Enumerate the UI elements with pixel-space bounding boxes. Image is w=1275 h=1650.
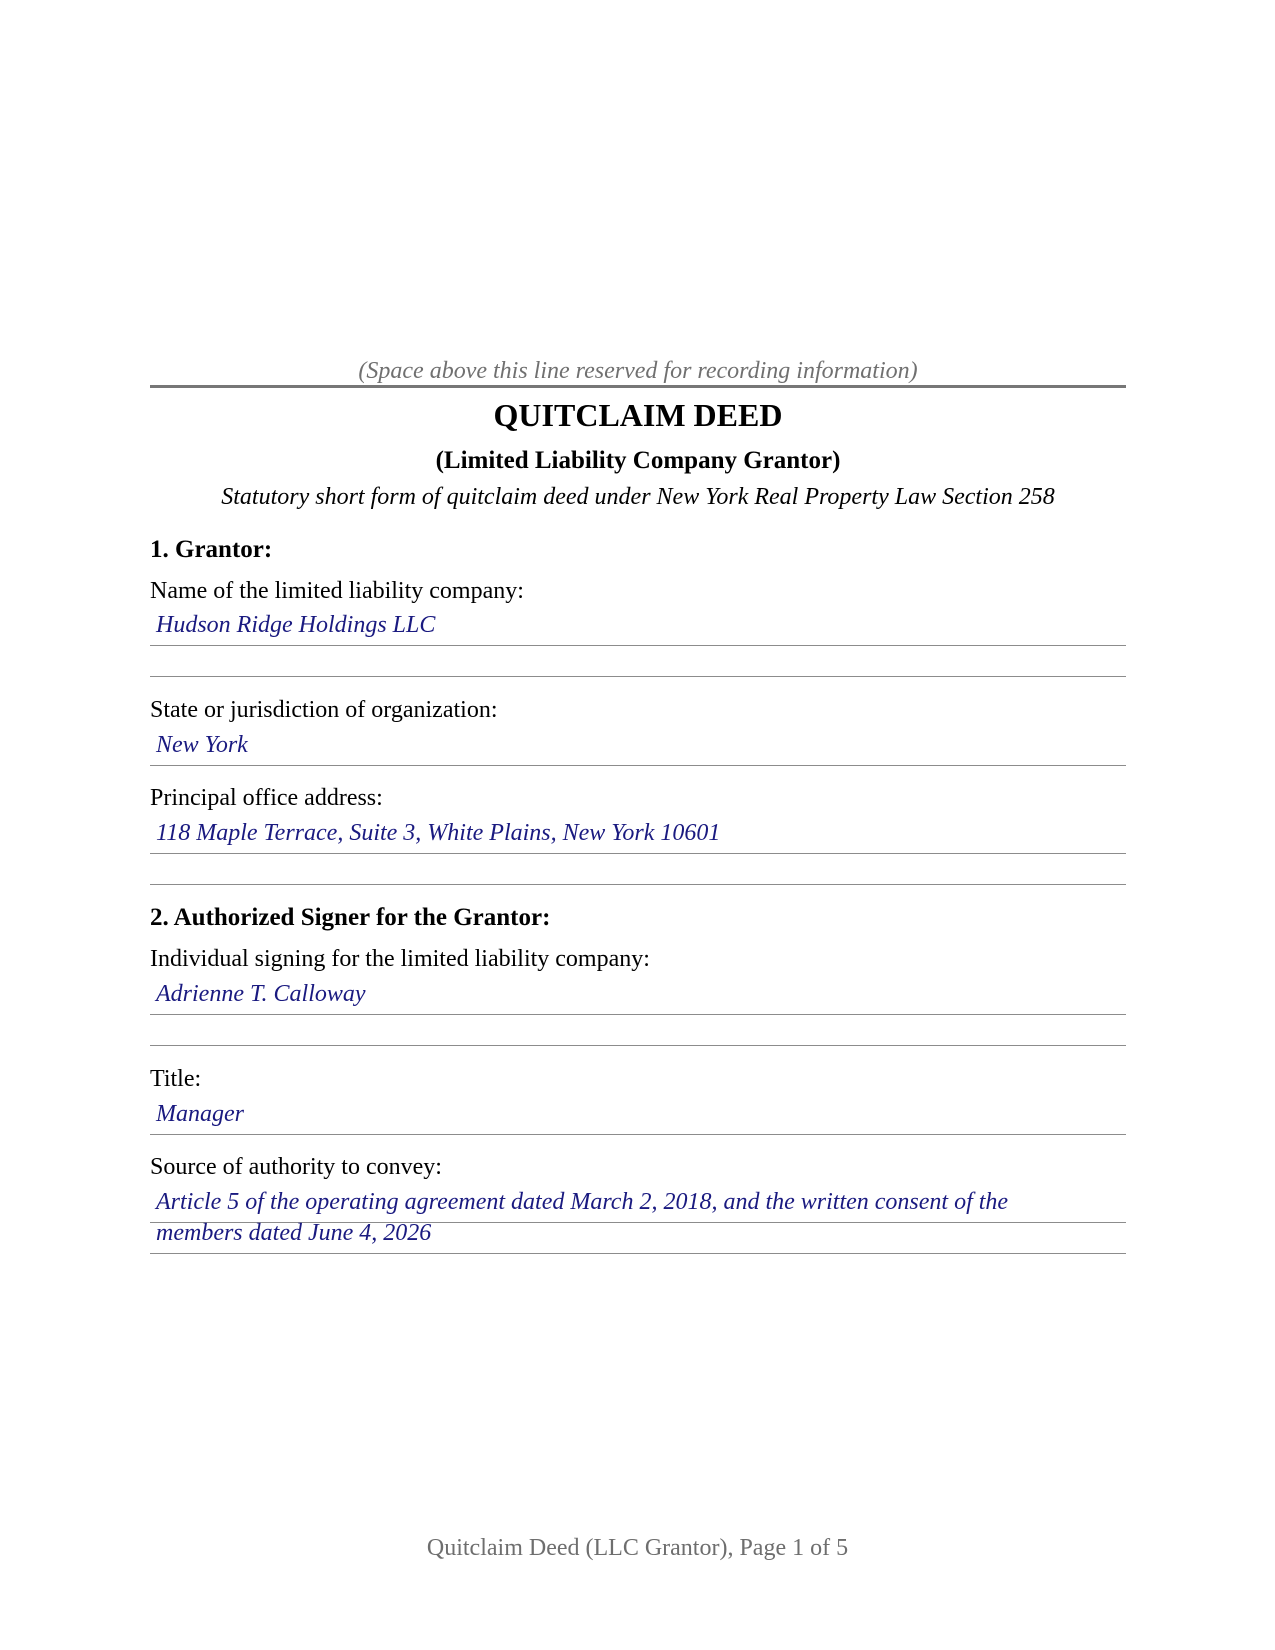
signer-authority-label: Source of authority to convey: — [150, 1154, 442, 1180]
grantor-address-underline — [150, 853, 1126, 854]
signer-authority-field-line1[interactable]: Article 5 of the operating agreement dated March 2, 2018, and the written consent of the — [156, 1189, 1009, 1215]
document-title: QUITCLAIM DEED — [493, 397, 783, 433]
recording-space-note: (Space above this line reserved for recording information) — [358, 358, 918, 384]
grantor-address-field[interactable]: 118 Maple Terrace, Suite 3, White Plains, New York 10601 — [156, 820, 721, 846]
page-footer: Quitclaim Deed (LLC Grantor), Page 1 of 5 — [426, 1535, 849, 1561]
grantor-address-underline-extra — [150, 884, 1126, 885]
signer-individual-label: Individual signing for the limited liability company: — [150, 946, 650, 972]
recording-divider — [150, 385, 1126, 388]
statute-reference: Statutory short form of quitclaim deed under New York Real Property Law Section 258 — [221, 484, 1055, 510]
grantor-section-heading: 1. Grantor: — [150, 536, 273, 563]
signer-title-field[interactable]: Manager — [156, 1101, 244, 1127]
grantor-state-underline — [150, 765, 1126, 766]
document-subtitle: (Limited Liability Company Grantor) — [435, 447, 841, 474]
signer-individual-underline — [150, 1014, 1126, 1015]
grantor-name-label: Name of the limited liability company: — [150, 578, 524, 604]
signer-individual-field[interactable]: Adrienne T. Calloway — [156, 981, 366, 1007]
grantor-state-label: State or jurisdiction of organization: — [150, 697, 498, 723]
signer-title-underline — [150, 1134, 1126, 1135]
signer-authority-underline-2 — [150, 1253, 1126, 1254]
signer-authority-field-line2[interactable]: members dated June 4, 2026 — [156, 1220, 432, 1246]
grantor-name-field[interactable]: Hudson Ridge Holdings LLC — [156, 612, 436, 638]
signer-individual-underline-extra — [150, 1045, 1126, 1046]
grantor-name-underline — [150, 645, 1126, 646]
grantor-state-field[interactable]: New York — [156, 732, 248, 758]
grantor-address-label: Principal office address: — [150, 785, 383, 811]
signer-section-heading: 2. Authorized Signer for the Grantor: — [150, 904, 551, 931]
signer-title-label: Title: — [150, 1066, 202, 1092]
grantor-name-underline-extra — [150, 676, 1126, 677]
